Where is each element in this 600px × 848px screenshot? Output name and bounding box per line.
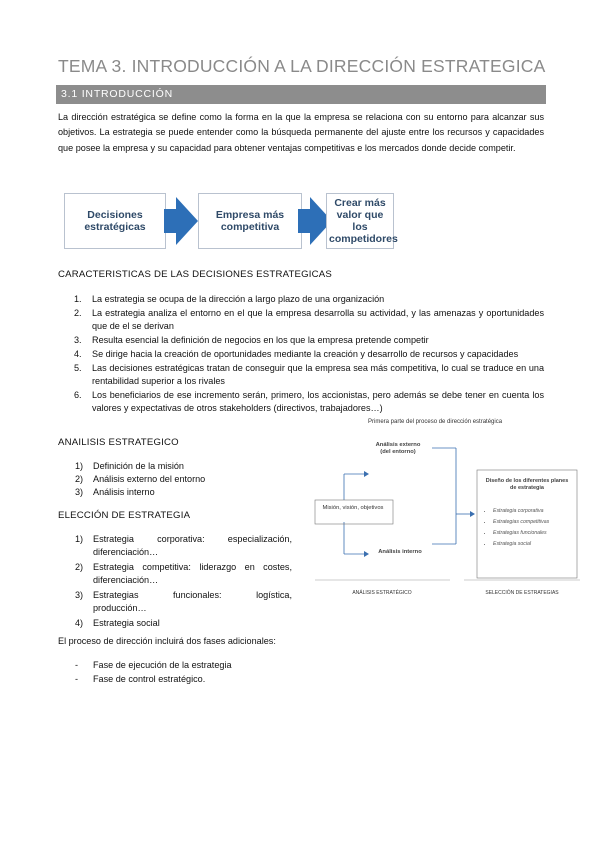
analysis-heading: ANAILISIS ESTRATEGICO: [58, 437, 179, 448]
diagram-internal: Análisis interno: [378, 549, 422, 555]
list-item: 4. Se dirige hacia la creación de oportunidades mediante la creación y desarrollo de recursos y capacidades: [74, 349, 519, 359]
process-list: [58, 659, 358, 686]
list-item: 3) Análisis interno: [75, 487, 155, 497]
list-item: 3. Resulta esencial la definición de negocios en los que la empresa pretende competir: [74, 335, 429, 345]
list-item: 5. Las decisiones estratégicas tratan de conseguir que la empresa sea más competitiva, lo cual se traduce en una rentabilidad superior a los rivales: [74, 363, 544, 386]
flow-arrow-icon: [176, 197, 198, 245]
flow-box-competitive-label: Empresa más competitiva: [215, 209, 285, 233]
analysis-list: [58, 460, 298, 499]
list-item: 2) Análisis externo del entorno: [75, 474, 206, 484]
diagram-label-left: ANÁLISIS ESTRATÉGICO: [352, 590, 412, 596]
list-item: - Fase de ejecución de la estrategia: [75, 660, 232, 670]
flow-box-decisions-label: Decisiones estratégicas: [84, 209, 146, 233]
diagram-design: Diseño de los diferentes planes de estrategia: [485, 478, 569, 491]
list-item: 3) Estrategias funcionales: logística, producción…: [75, 590, 292, 613]
intro-paragraph: La dirección estratégica se define como la forma en la que la empresa se relaciona con su entorno para alcanzar sus objetivos. La estrategia se puede entender como la búsqueda permanente del ajuste entre los recursos y capacidades que posee la empresa y su capacidad para obtener ventajas competitivas e los mercados donde decide competir.: [58, 112, 544, 153]
list-item: • Estrategias competitivas: [493, 517, 549, 528]
page-title: TEMA 3. INTRODUCCIÓN A LA DIRECCIÓN ESTRATEGICA: [58, 56, 546, 76]
flow-box-decisions: [64, 193, 166, 249]
process-text: El proceso de dirección incluirá dos fases adicionales:: [58, 636, 276, 646]
list-item: 1) Estrategia corporativa: especialización, diferenciación…: [75, 534, 292, 557]
list-item: 2. La estrategia analiza el entorno en el que la empresa desarrolla su actividad, y las amenazas y oportunidades que de el se derivan: [74, 308, 544, 331]
list-item: • Estrategias funcionales: [493, 528, 549, 539]
process-diagram: [312, 414, 584, 604]
diagram-external: Análisis externo (del entorno): [375, 442, 421, 455]
diagram-mission: Misión, visión, objetivos: [322, 505, 384, 511]
section-header: [56, 85, 546, 104]
election-list: [58, 533, 292, 630]
list-item: 2) Estrategia competitiva: liderazgo en costes, diferenciación…: [75, 562, 292, 585]
diagram-label-right: SELECCIÓN DE ESTRATEGIAS: [485, 590, 559, 596]
list-item: - Fase de control estratégico.: [75, 674, 206, 684]
flow-box-value-label: Crear más valor que los competidores: [329, 197, 398, 245]
list-item: 4) Estrategia social: [75, 618, 160, 628]
characteristics-list: [58, 293, 544, 415]
diagram-bullets: [484, 506, 549, 550]
list-item: • Estrategia social: [493, 539, 549, 550]
list-item: • Estrategia corporativa: [493, 506, 549, 517]
flow-box-competitive: [198, 193, 302, 249]
section-header-label: 3.1 INTRODUCCIÓN: [61, 88, 173, 100]
list-item: 6. Los beneficiarios de ese incremento serán, primero, los accionistas, pero además se debe tener en cuenta los valores y expectativas de otros stakeholders (directivos, trabajadores…): [74, 390, 544, 413]
election-heading: ELECCIÓN DE ESTRATEGIA: [58, 510, 191, 521]
flow-box-value: [326, 193, 398, 249]
flow-diagram: [64, 193, 398, 249]
diagram-title: Primera parte del proceso de dirección estratégica: [368, 419, 503, 425]
list-item: 1) Definición de la misión: [75, 461, 184, 471]
list-item: 1. La estrategia se ocupa de la dirección a largo plazo de una organización: [74, 294, 385, 304]
characteristics-heading: CARACTERISTICAS DE LAS DECISIONES ESTRATEGICAS: [58, 269, 332, 280]
